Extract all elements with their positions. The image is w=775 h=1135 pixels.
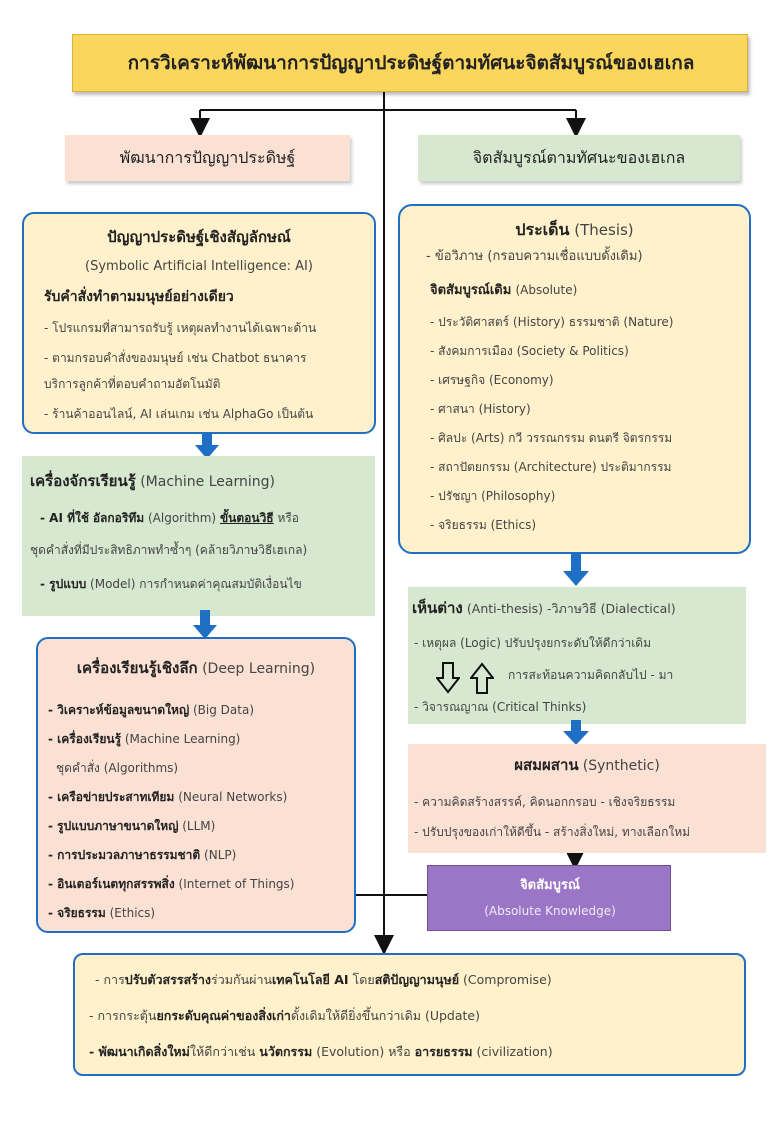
dl-item-7-th: - จริยธรรม [48,906,106,920]
thesis-item-2: - เศรษฐกิจ (Economy) [430,373,554,387]
absolute-knowledge-en: (Absolute Knowledge) [484,904,616,918]
thesis-heading-en: (Absolute) [515,283,578,297]
dl-item [56,762,178,774]
dl-item [48,820,215,832]
conclusion-l2-a: - การกระตุ้น [89,1008,157,1023]
dl-title-en: (Deep Learning) [202,661,316,677]
absolute-knowledge-th: จิตสัมบูรณ์ [520,878,580,893]
thesis-box [398,204,751,554]
thesis-item-6: - ปรัชญา (Philosophy) [430,489,556,503]
conclusion-l3-c: นวัตกรรม [259,1044,313,1059]
dl-item-2-en: (Algorithms) [103,761,179,775]
antithesis-title [412,601,676,616]
conclusion-l1-f: สติปัญญามนุษย์ [374,972,460,987]
symbolic-heading: รับคำสั่งทำตามมนุษย์อย่างเดียว [44,289,234,305]
conclusion-line-3 [89,1046,553,1059]
ml-title-th: เครื่องจักรเรียนรู้ [30,472,136,490]
ml-l1-c: (Algorithm) [147,511,217,525]
conclusion-l3-f: (civilization) [476,1044,553,1059]
dl-item [48,878,294,890]
conclusion-box [73,953,746,1076]
dl-item-7-en: (Ethics) [109,906,156,920]
symbolic-title: ปัญญาประดิษฐ์เชิงสัญลักษณ์ [107,228,291,246]
thesis-title-th: ประเด็น [515,220,570,239]
right-header-box [418,135,740,181]
dl-item [48,791,287,803]
antithesis-box [408,587,746,724]
conclusion-l1-c: ร่วมกันผ่าน [211,972,273,987]
dl-item-4-th: - รูปแบบภาษาขนาดใหญ่ [48,819,179,833]
ml-l1-e: หรือ [277,511,300,525]
ml-box [22,456,375,616]
thesis-item-5: - สถาปัตยกรรม (Architecture) ประติมากรรม [430,460,672,474]
up-arrow-icon [470,662,494,694]
thesis-title-en: (Thesis) [574,221,634,239]
thesis-item-0: - ประวัติศาสตร์ (History) ธรรมชาติ (Nature) [430,315,674,329]
dl-item [48,733,240,745]
ml-l1-d: ขั้นตอนวิธี [219,511,274,525]
dl-item-6-en: (Internet of Things) [178,877,295,891]
symbolic-item-3: - ร้านค้าออนไลน์, AI เล่นเกม เช่น AlphaGo เป็นต้น [44,407,314,421]
ml-line-1 [40,512,299,524]
conclusion-l1-g: (Compromise) [463,972,552,987]
blue-arrow-antithesis-to-synthetic [563,720,589,746]
dl-item-0-th: - วิเคราะห์ข้อมูลขนาดใหญ่ [48,703,190,717]
antithesis-item-1: - เหตุผล (Logic) ปรับปรุงยกระดับให้ดีกว่าเดิม [414,636,651,650]
symbolic-item-2a: - ตามกรอบคำสั่งของมนุษย์ เช่น Chatbot ธนาคาร [44,351,307,365]
blue-arrow-thesis-to-antithesis [563,553,589,587]
left-header-label: พัฒนาการปัญญาประดิษฐ์ [119,148,296,167]
ml-l1-b: อัลกอริทึม [92,511,145,525]
ml-title [30,474,275,489]
right-header-label: จิตสัมบูรณ์ตามทัศนะของเฮเกล [472,148,686,167]
antithesis-title-a: เห็นต่าง [412,599,463,617]
thesis-item-3: - ศาสนา (History) [430,402,531,416]
thesis-subtitle: - ข้อวิภาษ (กรอบความเชื่อแบบดั้งเดิม) [426,249,643,264]
thesis-item-7: - จริยธรรม (Ethics) [430,518,537,532]
symbolic-ai-box [22,212,376,434]
synthetic-box [408,744,766,853]
antithesis-reflect: การสะท้อนความคิดกลับไป - มา [508,668,674,682]
symbolic-subtitle: (Symbolic Artificial Intelligence: AI) [85,259,313,274]
symbolic-item-1: - โปรแกรมที่สามารถรับรู้ เหตุผลทำงานได้เฉพาะด้าน [44,321,317,335]
ml-l3-b: (Model) การกำหนดค่าคุณสมบัติเงื่อนไข [90,577,302,591]
conclusion-l1-b: ปรับตัวสรรสร้าง [124,972,212,987]
dl-item-0-en: (Big Data) [193,703,255,717]
synthetic-title-en: (Synthetic) [582,758,660,774]
conclusion-l3-d: (Evolution) หรือ [316,1044,411,1059]
dl-item-2-th: ชุดคำสั่ง [56,761,100,775]
dl-item-1-en: (Machine Learning) [124,732,241,746]
thesis-title [400,222,749,238]
synthetic-item-1: - ความคิดสร้างสรรค์, คิดนอกกรอบ - เชิงจริยธรรม [414,795,676,809]
absolute-knowledge-box [427,865,671,931]
conclusion-l1-d: เทคโนโลยี AI [272,972,349,987]
synthetic-item-2: - ปรับปรุงของเก่าให้ดีขึ้น - สร้างสิ่งใหม่, ทางเลือกใหม่ [414,825,691,839]
dl-box [36,637,356,933]
thesis-heading [430,284,577,297]
synthetic-title-th: ผสมผสาน [514,756,579,774]
ml-title-en: (Machine Learning) [140,474,275,490]
dl-item-4-en: (LLM) [182,819,216,833]
dl-item-3-th: - เครือข่ายประสาทเทียม [48,790,175,804]
conclusion-l1-a: - การ [95,972,125,987]
dl-item [48,849,236,861]
conclusion-l2-b: ยกระดับคุณค่าของสิ่งเก่า [156,1008,291,1023]
conclusion-line-2 [89,1010,480,1023]
left-header-box [65,135,350,181]
ml-l3-a: - รูปแบบ [40,577,87,591]
title-box [72,34,748,92]
dl-item-6-th: - อินเตอร์เนตทุกสรรพสิ่ง [48,877,175,891]
dl-item-1-th: - เครื่องเรียนรู้ [48,732,122,746]
thesis-item-4: - ศิลปะ (Arts) กวี วรรณกรรม ดนตรี จิตรกรรม [430,431,673,445]
blue-arrow-ml-to-dl [193,610,217,640]
ml-line-2: ชุดคำสั่งที่มีประสิทธิภาพทำซ้ำๆ (คล้ายวิภาษวิธีเฮเกล) [30,543,308,557]
thesis-item-1: - สังคมการเมือง (Society & Politics) [430,344,629,358]
conclusion-l3-b: ให้ดีกว่าเช่น [189,1044,256,1059]
symbolic-item-2b: บริการลูกค้าที่ตอบคำถามอัตโนมัติ [44,377,221,391]
antithesis-title-b: (Anti-thesis) -วิภาษวิธี (Dialectical) [466,601,676,616]
conclusion-l3-a: - พัฒนาเกิดสิ่งใหม่ [89,1044,190,1059]
synthetic-title [408,758,766,773]
dl-item-3-en: (Neural Networks) [178,790,288,804]
dl-title [38,661,354,676]
thesis-heading-th: จิตสัมบูรณ์เดิม [430,283,512,298]
conclusion-l1-e: โดย [352,972,375,987]
dl-item [48,907,155,919]
page-title: การวิเคราะห์พัฒนาการปัญญาประดิษฐ์ตามทัศนะจิตสัมบูรณ์ของเฮเกล [127,52,695,74]
dl-item-5-en: (NLP) [204,848,237,862]
ml-line-3 [40,578,302,590]
dl-item [48,704,254,716]
conclusion-l3-e: อารยธรรม [414,1044,473,1059]
antithesis-item-2: - วิจารณญาณ (Critical Thinks) [414,700,587,714]
dl-title-th: เครื่องเรียนรู้เชิงลึก [76,659,198,677]
dl-item-5-th: - การประมวลภาษาธรรมชาติ [48,848,201,862]
down-arrow-icon [436,662,460,694]
conclusion-line-1 [95,974,552,987]
conclusion-l2-c: ดั้งเดิมให้ดียิ่งขึ้นกว่าเดิม (Update) [290,1008,480,1023]
ml-l1-a: - AI ที่ใช้ [40,511,90,525]
